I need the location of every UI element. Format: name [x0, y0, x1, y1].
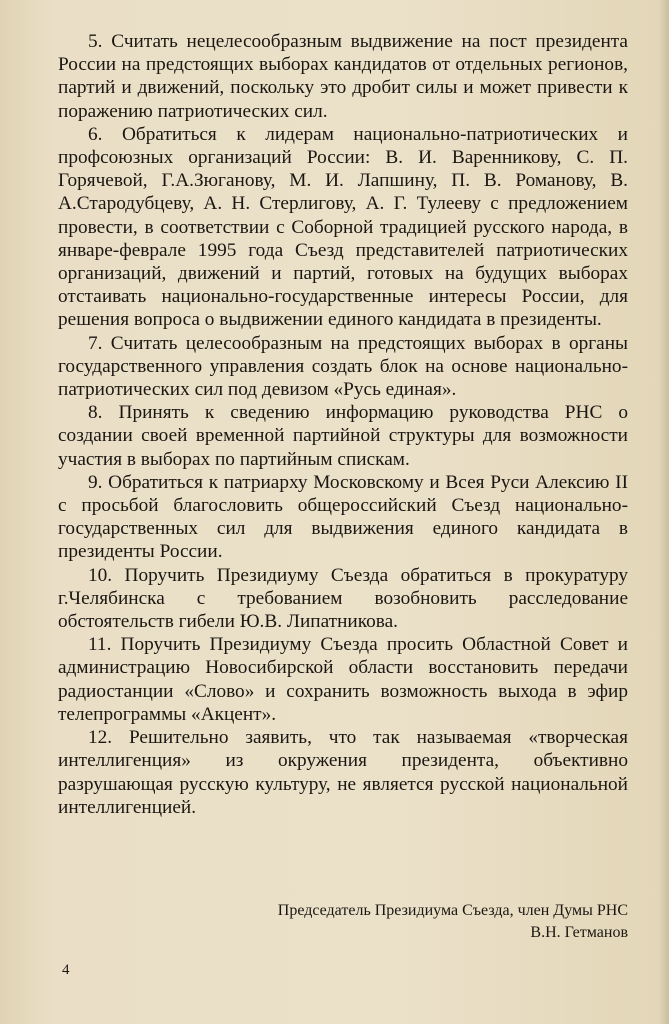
page-number: 4 — [62, 962, 70, 978]
paragraph-6: 6. Обратиться к лидерам национально-патриотических и профсоюзных организаций России: В. И. Варенникову, С. П. Горячевой, Г.А.Зюганову, М. И. Лапшину, П. В. Романову, В. А.Стародубцеву, А. Н. Стерлигову, А. Г. Тулееву с предложением провести, в соответствии с Соборной традицией русского народа, в январе-феврале 1995 года Съезд представителей патриотических организаций, движений и партий, готовых на будущих выборах отстаивать национально-государственные интересы России, для решения вопроса о выдвижении единого кандидата в президенты. — [58, 123, 628, 331]
signature-title: Председатель Президиума Съезда, член Думы РНС — [277, 902, 628, 919]
paragraph-8: 8. Принять к сведению информацию руководства РНС о создании своей временной партийной структуры для возможности участия в выборах по партийным спискам. — [58, 402, 628, 470]
paragraph-10: 10. Поручить Президиуму Съезда обратиться в прокуратуру г.Челябинска с требованием возобновить расследование обстоятельств гибели Ю.В. Липатникова. — [58, 564, 628, 633]
paragraph-5: 5. Считать нецелесообразным выдвижение на пост президента России на предстоящих выборах кандидатов от отдельных регионов, партий и движений, поскольку это дробит силы и может привести к поражению патриотических сил. — [58, 31, 628, 122]
signature-block — [58, 900, 628, 944]
signature-name: В.Н. Гетманов — [530, 924, 628, 941]
resolution-text — [58, 30, 628, 819]
paragraph-7: 7. Считать целесообразным на предстоящих выборах в органы государственного управления создать блок на основе национально-патриотических сил под девизом «Русь единая». — [58, 332, 628, 401]
paragraph-9: 9. Обратиться к патриарху Московскому и Всея Руси Алексию II с просьбой благословить общероссийский Съезд национально-государственных сил для выдвижения единого кандидата в президенты России. — [58, 471, 628, 563]
page-edge-shadow — [659, 0, 669, 1024]
paragraph-12: 12. Решительно заявить, что так называемая «творческая интеллигенция» из окружения президента, объективно разрушающая русскую культуру, не является русской национальной интеллигенцией. — [58, 727, 628, 818]
paragraph-11: 11. Поручить Президиуму Съезда просить Областной Совет и администрацию Новосибирской области восстановить передачи радиостанции «Слово» и сохранить возможность выхода в эфир телепрограммы «Акцент». — [58, 634, 628, 725]
